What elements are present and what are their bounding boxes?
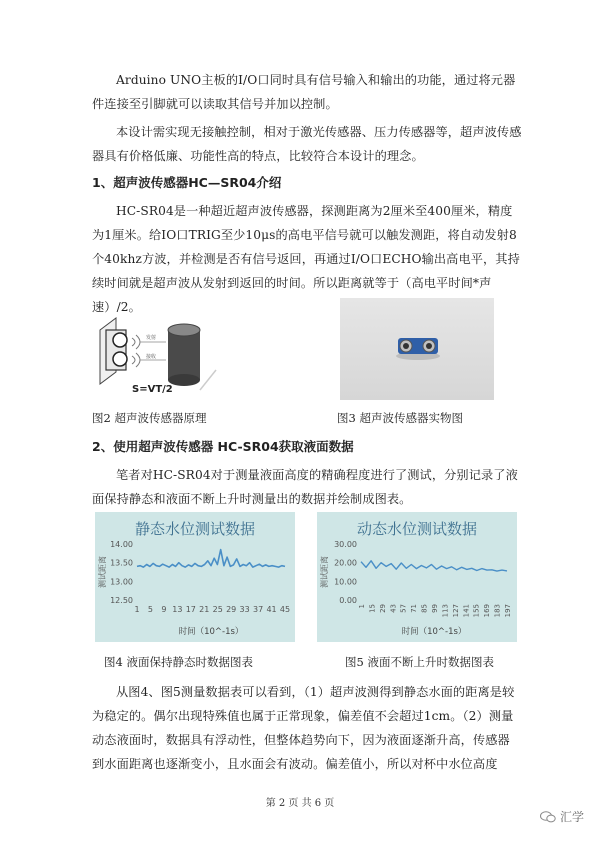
- x-tick-label: 43: [389, 604, 398, 613]
- x-tick-label: 113: [441, 604, 450, 618]
- sensor-photo-drawing: [340, 298, 494, 400]
- watermark: [540, 808, 584, 825]
- x-tick-label: 1: [358, 604, 366, 609]
- svg-text:接收: 接收: [146, 354, 157, 360]
- watermark-text: 汇学: [559, 810, 584, 824]
- x-tick-label: 71: [410, 604, 419, 613]
- x-axis-label: 时间（10^-1s）: [178, 627, 244, 637]
- paragraph-design: 本设计需实现无接触控制，相对于激光传感器、压力传感器等，超声波传感器具有价格低廉、功能性高的特点，比较符合本设计的理念。: [92, 125, 522, 163]
- y-tick-label: 12.50: [110, 596, 133, 605]
- y-tick-label: 14.00: [110, 540, 133, 549]
- x-tick-label: 15: [368, 604, 377, 613]
- x-tick-label: 197: [504, 604, 512, 618]
- dynamic-chart-title: 动态水位测试数据: [356, 520, 477, 538]
- series-line: [137, 550, 285, 568]
- x-tick-label: 127: [451, 604, 460, 618]
- x-axis-label: 时间（10^-1s）: [401, 627, 467, 637]
- x-tick-label: 17: [185, 605, 196, 614]
- y-tick-label: 30.00: [334, 540, 357, 549]
- x-tick-label: 183: [493, 604, 502, 618]
- figure2-caption: 图2 超声波传感器原理: [92, 411, 207, 425]
- figure3-caption: 图3 超声波传感器实物图: [337, 411, 463, 425]
- wechat-icon: [540, 811, 556, 823]
- paragraph-hc-sr04: HC-SR04是一种超近超声波传感器，探测距离为2厘米至400厘米，精度为1厘米。给IO口TRIG至少10μs的高电平信号就可以触发测距，将自动发射8个40khz方波，并检测是否有信号返回，再通过I/O口ECHO输出高电平，其持续时间就是超声波从发射到返回的时间。所以距离就等于（高电平时间*声速）/2。: [92, 204, 520, 314]
- x-tick-label: 141: [462, 604, 471, 618]
- y-tick-label: 13.00: [110, 577, 133, 587]
- paragraph-analysis: 从图4、图5测量数据表可以看到，（1）超声波测得到静态水面的距离是较为稳定的。偶尔出现特殊值也属于正常现象，偏差值不会超过1cm。（2）测量动态液面时，数据具有浮动性，但整体趋势向下，因为液面逐渐升高，传感器到水面距离也逐渐变小，且水面会有波动。偏差值小，所以对杯中水位高度: [92, 685, 515, 771]
- y-axis-label: 测试距离: [98, 556, 107, 588]
- x-tick-label: 169: [483, 604, 492, 618]
- x-tick-label: 99: [431, 604, 439, 613]
- figure4-caption: 图4 液面保持静态时数据图表: [104, 655, 253, 669]
- paragraph-arduino: Arduino UNO主板的I/O口同时具有信号输入和输出的功能，通过将元器件连接至引脚就可以读取其信号并加以控制。: [92, 73, 516, 111]
- x-tick-label: 29: [378, 604, 387, 613]
- figure5-caption: 图5 液面不断上升时数据图表: [345, 655, 494, 669]
- x-tick-label: 9: [161, 605, 167, 614]
- x-tick-label: 41: [266, 605, 277, 614]
- x-tick-label: 33: [239, 605, 250, 614]
- dynamic-chart: [317, 512, 517, 642]
- formula-label: S=VT/2: [132, 384, 173, 395]
- x-tick-label: 13: [172, 605, 183, 614]
- figure-sensor-photo: [340, 298, 494, 400]
- heading-liquid-data: 2、使用超声波传感器 HC-SR04获取液面数据: [92, 439, 354, 454]
- x-tick-label: 1: [134, 605, 140, 614]
- x-tick-label: 37: [252, 605, 264, 614]
- x-tick-label: 5: [147, 605, 154, 614]
- y-tick-label: 0.00: [339, 596, 357, 605]
- x-tick-label: 85: [420, 604, 429, 613]
- x-tick-label: 29: [226, 605, 237, 614]
- heading-hc-sr04-intro: 1、超声波传感器HC—SR04介绍: [92, 175, 282, 190]
- static-chart-plot: [95, 512, 295, 642]
- dynamic-chart-plot: [317, 512, 517, 642]
- static-chart: [95, 512, 295, 642]
- y-tick-label: 20.00: [334, 558, 357, 568]
- figure-ultrasonic-principle: [96, 300, 226, 400]
- y-tick-label: 13.50: [110, 558, 133, 568]
- paragraph-test: 笔者对HC-SR04对于测量液面高度的精确程度进行了测试，分别记录了液面保持静态和液面不断上升时测量出的数据并绘制成图表。: [92, 468, 518, 506]
- x-tick-label: 57: [399, 604, 408, 613]
- y-axis-label: 测试距离: [320, 556, 329, 588]
- y-tick-label: 10.00: [334, 577, 357, 587]
- svg-text:发射: 发射: [146, 335, 157, 341]
- x-tick-label: 25: [212, 605, 223, 614]
- x-tick-label: 155: [472, 604, 481, 618]
- page-number: 第 2 页 共 6 页: [265, 798, 335, 809]
- series-line: [361, 561, 507, 571]
- static-chart-title: 静态水位测试数据: [134, 520, 255, 538]
- x-tick-label: 21: [199, 605, 210, 614]
- x-tick-label: 45: [279, 605, 291, 614]
